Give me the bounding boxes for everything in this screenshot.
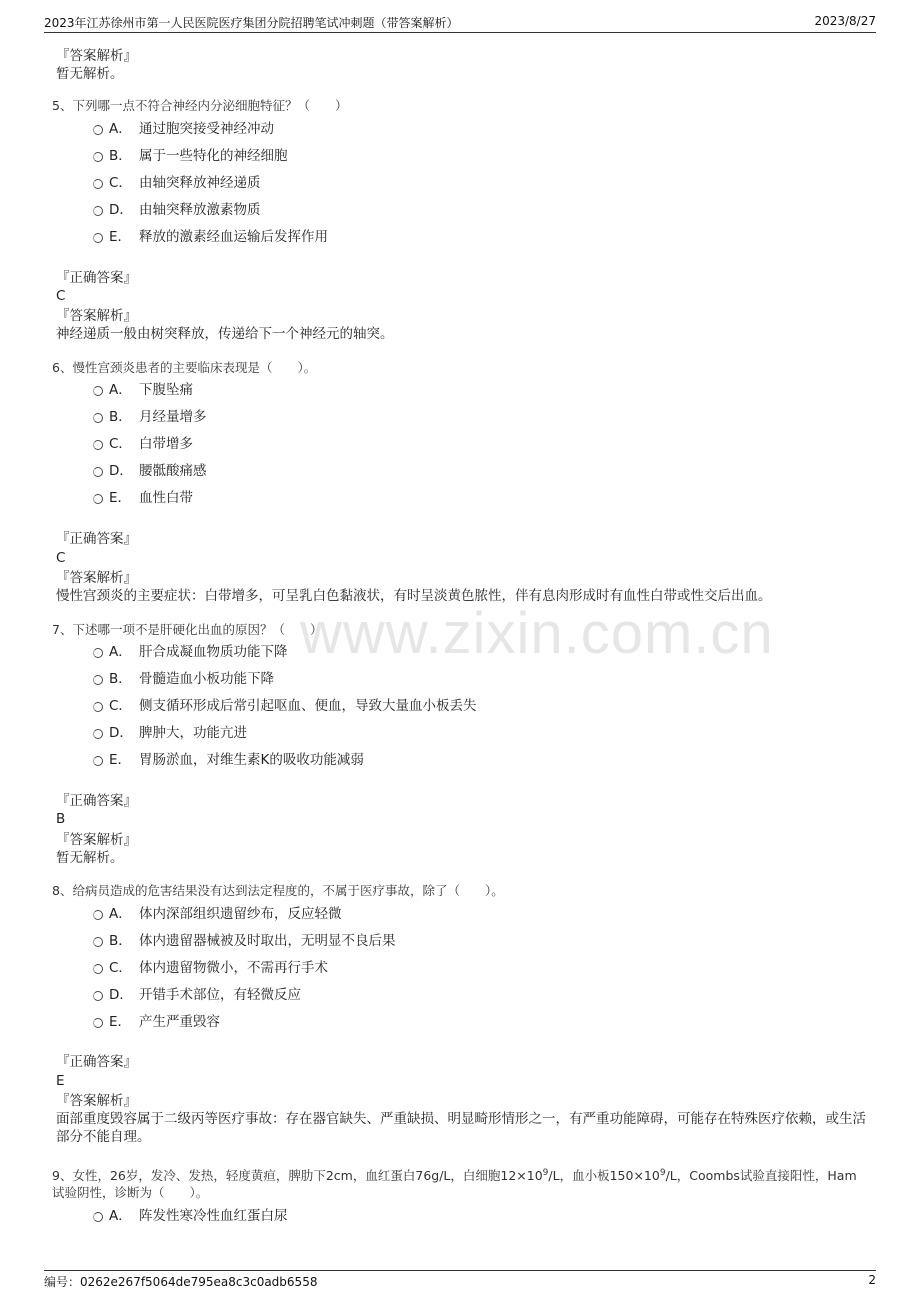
radio-icon[interactable] xyxy=(93,729,103,739)
radio-icon[interactable] xyxy=(93,233,103,243)
header-date: 2023/8/27 xyxy=(814,14,876,28)
question-stem-continued: 试验阴性，诊断为（ ）。 xyxy=(52,1185,209,1200)
option-a[interactable]: A． 下腹坠痛 xyxy=(93,381,193,399)
radio-icon[interactable] xyxy=(93,413,103,423)
option-a[interactable]: A． 肝合成凝血物质功能下降 xyxy=(93,643,288,661)
radio-icon[interactable] xyxy=(93,702,103,712)
option-c[interactable]: C． 侧支循环形成后常引起呕血、便血，导致大量血小板丢失 xyxy=(93,697,477,715)
question-stem: 6、慢性宫颈炎患者的主要临床表现是（ ）。 xyxy=(52,360,317,375)
option-b[interactable]: B． 骨髓造血小板功能下降 xyxy=(93,670,274,688)
radio-icon[interactable] xyxy=(93,910,103,920)
radio-icon[interactable] xyxy=(93,179,103,189)
question-stem: 7、下述哪一项不是肝硬化出血的原因？（ ） xyxy=(52,622,323,637)
option-c[interactable]: C． 体内遗留物微小，不需再行手术 xyxy=(93,959,328,977)
answer-value: C xyxy=(56,550,66,566)
analysis-text: 面部重度毁容属于二级丙等医疗事故：存在器官缺失、严重缺损、明显畸形情形之一，有严重功能障碍，可能存在特殊医疗依赖，或生活部分不能自理。 xyxy=(56,1111,866,1145)
watermark: www.zixin.com.cn xyxy=(300,601,774,666)
page-header xyxy=(44,14,876,33)
analysis-label: 『答案解析』 xyxy=(56,1093,137,1109)
radio-icon[interactable] xyxy=(93,1212,103,1222)
analysis-text: 神经递质一般由树突释放，传递给下一个神经元的轴突。 xyxy=(56,326,394,342)
answer-value: C xyxy=(56,288,66,304)
answer-label: 『正确答案』 xyxy=(56,270,137,286)
option-e[interactable]: E． 产生严重毁容 xyxy=(93,1013,220,1031)
analysis-text: 慢性宫颈炎的主要症状：白带增多，可呈乳白色黏液状，有时呈淡黄色脓性，伴有息肉形成时有血性白带或性交后出血。 xyxy=(56,588,772,604)
radio-icon[interactable] xyxy=(93,494,103,504)
analysis-text: 暂无解析。 xyxy=(56,850,124,866)
question-stem: 8、给病员造成的危害结果没有达到法定程度的，不属于医疗事故，除了（ ）。 xyxy=(52,883,504,898)
option-a[interactable]: A． 通过胞突接受神经冲动 xyxy=(93,120,274,138)
analysis-label: 『答案解析』 xyxy=(56,308,137,324)
radio-icon[interactable] xyxy=(93,964,103,974)
radio-icon[interactable] xyxy=(93,467,103,477)
option-b[interactable]: B． 月经量增多 xyxy=(93,408,207,426)
answer-label: 『正确答案』 xyxy=(56,1054,137,1070)
option-b[interactable]: B． 体内遗留器械被及时取出，无明显不良后果 xyxy=(93,932,396,950)
answer-value: E xyxy=(56,1073,65,1089)
page-footer xyxy=(44,1270,876,1289)
radio-icon[interactable] xyxy=(93,937,103,947)
option-d[interactable]: D． 由轴突释放激素物质 xyxy=(93,201,261,219)
option-d[interactable]: D． 腰骶酸痛感 xyxy=(93,462,207,480)
page-number: 2 xyxy=(868,1273,876,1287)
option-b[interactable]: B． 属于一些特化的神经细胞 xyxy=(93,147,288,165)
option-e[interactable]: E． 胃肠淤血，对维生素K的吸收功能减弱 xyxy=(93,751,364,769)
radio-icon[interactable] xyxy=(93,675,103,685)
analysis-text: 暂无解析。 xyxy=(56,66,124,82)
option-e[interactable]: E． 释放的激素经血运输后发挥作用 xyxy=(93,228,328,246)
radio-icon[interactable] xyxy=(93,152,103,162)
option-d[interactable]: D． 开错手术部位，有轻微反应 xyxy=(93,986,301,1004)
option-a[interactable]: A． 体内深部组织遗留纱布，反应轻微 xyxy=(93,905,342,923)
question-stem: 9、女性，26岁，发冷、发热，轻度黄疸，脾肋下2cm，血红蛋白76g/L，白细胞$12\times 10^9/L$，血小板$150\times 10^9/L$，Coombs试验直接阳性，Ham xyxy=(52,1168,857,1184)
radio-icon[interactable] xyxy=(93,386,103,396)
answer-label: 『正确答案』 xyxy=(56,531,137,547)
question-stem: 5、下列哪一点不符合神经内分泌细胞特征？（ ） xyxy=(52,98,348,113)
analysis-label: 『答案解析』 xyxy=(56,48,137,64)
option-a[interactable]: A． 阵发性寒冷性血红蛋白尿 xyxy=(93,1207,288,1225)
answer-label: 『正确答案』 xyxy=(56,793,137,809)
radio-icon[interactable] xyxy=(93,206,103,216)
answer-value: B xyxy=(56,811,66,827)
radio-icon[interactable] xyxy=(93,125,103,135)
radio-icon[interactable] xyxy=(93,440,103,450)
option-c[interactable]: C． 由轴突释放神经递质 xyxy=(93,174,261,192)
option-e[interactable]: E． 血性白带 xyxy=(93,489,193,507)
radio-icon[interactable] xyxy=(93,648,103,658)
analysis-label: 『答案解析』 xyxy=(56,570,137,586)
radio-icon[interactable] xyxy=(93,756,103,766)
option-d[interactable]: D． 脾肿大，功能亢进 xyxy=(93,724,247,742)
option-c[interactable]: C． 白带增多 xyxy=(93,435,193,453)
document-code: 编号：0262e267f5064de795ea8c3c0adb6558 xyxy=(44,1275,318,1289)
radio-icon[interactable] xyxy=(93,1018,103,1028)
analysis-label: 『答案解析』 xyxy=(56,832,137,848)
radio-icon[interactable] xyxy=(93,991,103,1001)
header-title: 2023年江苏徐州市第一人民医院医疗集团分院招聘笔试冲刺题（带答案解析） xyxy=(44,16,459,30)
